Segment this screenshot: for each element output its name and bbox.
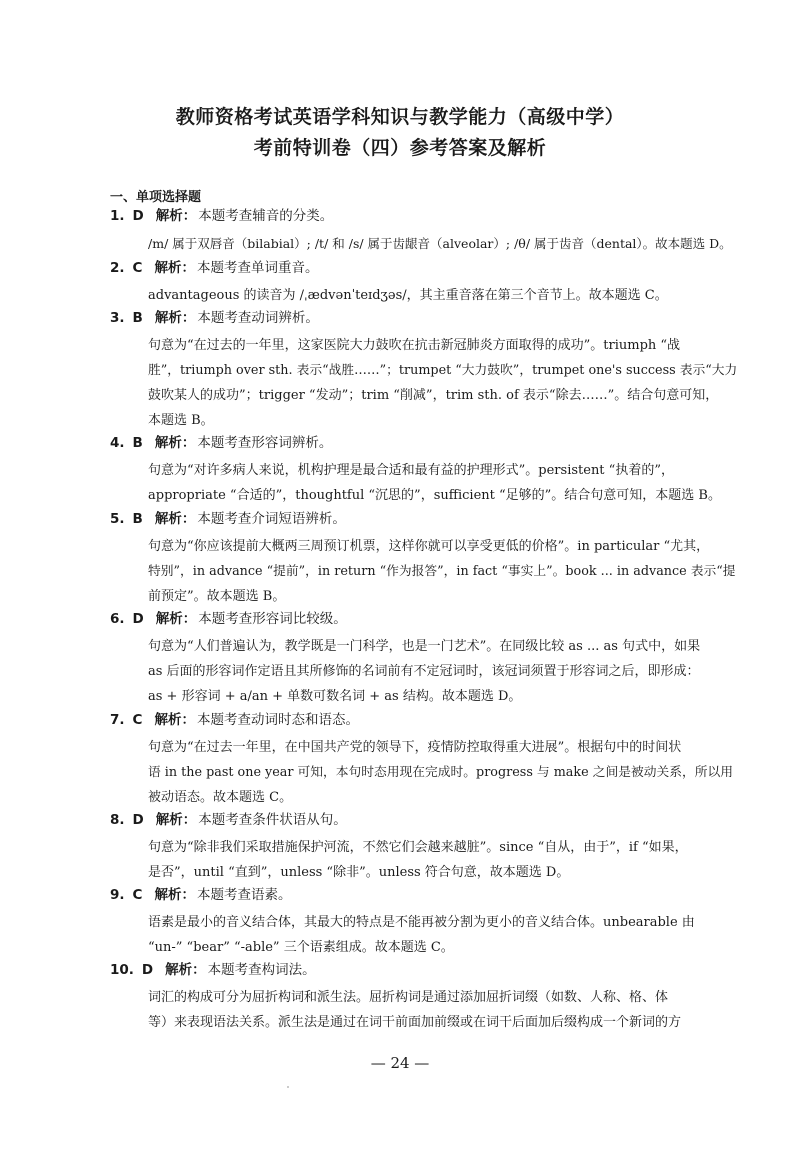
question-explanation: [148, 458, 740, 508]
explanation-line: 前预定”。故本题选 B。: [148, 589, 286, 604]
explanation-line: 句意为“在过去一年里，在中国共产党的领导下，疫情防控取得重大进展”。根据句中的时间状: [148, 740, 682, 755]
page-number: — 24 —: [370, 1054, 430, 1072]
question-answer: C: [132, 260, 143, 276]
question-answer: D: [132, 611, 144, 627]
question-topic: 本题考查构词法。: [207, 962, 316, 978]
question-topic: 本题考查动词时态和语态。: [196, 712, 359, 728]
question-answer: B: [132, 511, 143, 527]
question-answer: D: [132, 208, 144, 224]
question-number: 4.: [110, 435, 125, 451]
question-topic: 本题考查形容词辨析。: [197, 435, 333, 451]
question-number: 7.: [110, 712, 125, 728]
analysis-label: 解析：: [154, 310, 196, 326]
question-header: [110, 509, 346, 529]
question-number: 2.: [110, 260, 125, 276]
question-header: [110, 308, 319, 328]
explanation-line: 句意为“你应该提前大概两三周预订机票，这样你就可以享受更低的价格”。in particular “尤其，: [148, 539, 710, 554]
scan-speck: [287, 1086, 289, 1088]
question-explanation: [148, 634, 740, 709]
document-title-line1: 教师资格考试英语学科知识与教学能力（高级中学）: [175, 106, 625, 128]
analysis-label: 解析：: [154, 511, 196, 527]
explanation-line: 是否”，until “直到”，unless “除非”。unless 符合句意，故本题选 D。: [148, 865, 570, 880]
question-explanation: [148, 735, 740, 810]
question-number: 6.: [110, 611, 125, 627]
question-answer: B: [132, 435, 143, 451]
question-number: 3.: [110, 310, 125, 326]
question-topic: 本题考查介词短语辨析。: [197, 511, 346, 527]
analysis-label: 解析：: [155, 208, 197, 224]
analysis-label: 解析：: [154, 260, 195, 276]
explanation-line: 词汇的构成可分为屈折构词和派生法。屈折构词是通过添加屈折词缀（如数、人称、格、体: [148, 990, 669, 1005]
question-answer: D: [132, 812, 144, 828]
analysis-label: 解析：: [154, 712, 195, 728]
explanation-line: “un-” “bear” “-able” 三个语素组成。故本题选 C。: [148, 940, 454, 955]
explanation-line: 等）来表现语法关系。派生法是通过在词干前面加前缀或在词干后面加后缀构成一个新词的方: [148, 1015, 682, 1030]
question-answer: C: [132, 712, 143, 728]
question-explanation: [148, 534, 740, 609]
question-number: 5.: [110, 511, 125, 527]
explanation-line: 鼓吹某人的成功”；trigger “发动”；trim “削减”，trim sth. of 表示“除去……”。结合句意可知，: [148, 388, 719, 403]
explanation-line: 句意为“人们普遍认为，教学既是一门科学，也是一门艺术”。在同级比较 as ... as 句式中，如果: [148, 639, 701, 654]
question-header: [110, 885, 291, 905]
question-topic: 本题考查单词重音。: [196, 260, 319, 276]
explanation-line: as 后面的形容词作定语且其所修饰的名词前有不定冠词时，该冠词须置于形容词之后，即形成：: [148, 664, 700, 679]
analysis-label: 解析：: [154, 887, 195, 903]
question-explanation: [148, 835, 740, 885]
question-topic: 本题考查形容词比较级。: [198, 611, 347, 627]
explanation-line: 句意为“对许多病人来说，机构护理是最合适和最有益的护理形式”。persistent “执着的”，: [148, 463, 674, 478]
explanation-line: 句意为“在过去的一年里，这家医院大力鼓吹在抗击新冠肺炎方面取得的成功”。triumph “战: [148, 338, 681, 353]
analysis-label: 解析：: [155, 611, 197, 627]
explanation-line: as + 形容词 + a/an + 单数可数名词 + as 结构。故本题选 D。: [148, 689, 522, 704]
question-explanation: [148, 283, 740, 308]
question-number: 10.: [110, 962, 134, 978]
question-header: [110, 810, 347, 830]
explanation-line: advantageous 的读音为 /ˌædvənˈteɪdʒəs/，其主重音落在第三个音节上。故本题选 C。: [148, 288, 668, 303]
question-answer: B: [132, 310, 143, 326]
analysis-label: 解析：: [165, 962, 206, 978]
question-topic: 本题考查辅音的分类。: [198, 208, 334, 224]
question-header: [110, 206, 333, 226]
question-answer: C: [132, 887, 143, 903]
question-header: [110, 609, 347, 629]
question-explanation: [148, 333, 740, 433]
question-explanation: [148, 231, 740, 256]
explanation-line: /m/ 属于双唇音（bilabial）; /t/ 和 /s/ 属于齿龈音（alveolar）; /θ/ 属于齿音（dental）。故本题选 D。: [148, 236, 732, 251]
question-topic: 本题考查语素。: [196, 887, 292, 903]
document-title-line2: 考前特训卷（四）参考答案及解析: [253, 137, 547, 159]
explanation-line: 胜”，triumph over sth. 表示“战胜……”；trumpet “大力鼓吹”，trumpet one's success 表示“大力: [148, 363, 738, 378]
question-header: [110, 258, 318, 278]
explanation-line: 特别”，in advance “提前”，in return “作为报答”，in fact “事实上”。book ... in advance 表示“提: [148, 564, 736, 579]
explanation-line: 句意为“除非我们采取措施保护河流，不然它们会越来越脏”。since “自从，由于”，if “如果，: [148, 840, 688, 855]
question-header: [110, 433, 332, 453]
explanation-line: 语素是最小的音义结合体，其最大的特点是不能再被分割为更小的音义结合体。unbearable 由: [148, 915, 695, 930]
analysis-label: 解析：: [155, 812, 197, 828]
explanation-line: 本题选 B。: [148, 413, 214, 428]
section-heading: 一、单项选择题: [110, 190, 202, 205]
question-topic: 本题考查动词辨析。: [197, 310, 319, 326]
question-header: [110, 960, 316, 980]
question-topic: 本题考查条件状语从句。: [198, 812, 347, 828]
explanation-line: 被动语态。故本题选 C。: [148, 790, 293, 805]
question-number: 8.: [110, 812, 125, 828]
question-header: [110, 710, 359, 730]
question-number: 1.: [110, 208, 125, 224]
question-explanation: [148, 910, 740, 960]
question-explanation: [148, 985, 740, 1035]
explanation-line: appropriate “合适的”，thoughtful “沉思的”，sufficient “足够的”。结合句意可知，本题选 B。: [148, 488, 721, 503]
question-number: 9.: [110, 887, 125, 903]
explanation-line: 语 in the past one year 可知，本句时态用现在完成时。progress 与 make 之间是被动关系，所以用: [148, 765, 733, 780]
analysis-label: 解析：: [154, 435, 196, 451]
question-answer: D: [141, 962, 154, 978]
